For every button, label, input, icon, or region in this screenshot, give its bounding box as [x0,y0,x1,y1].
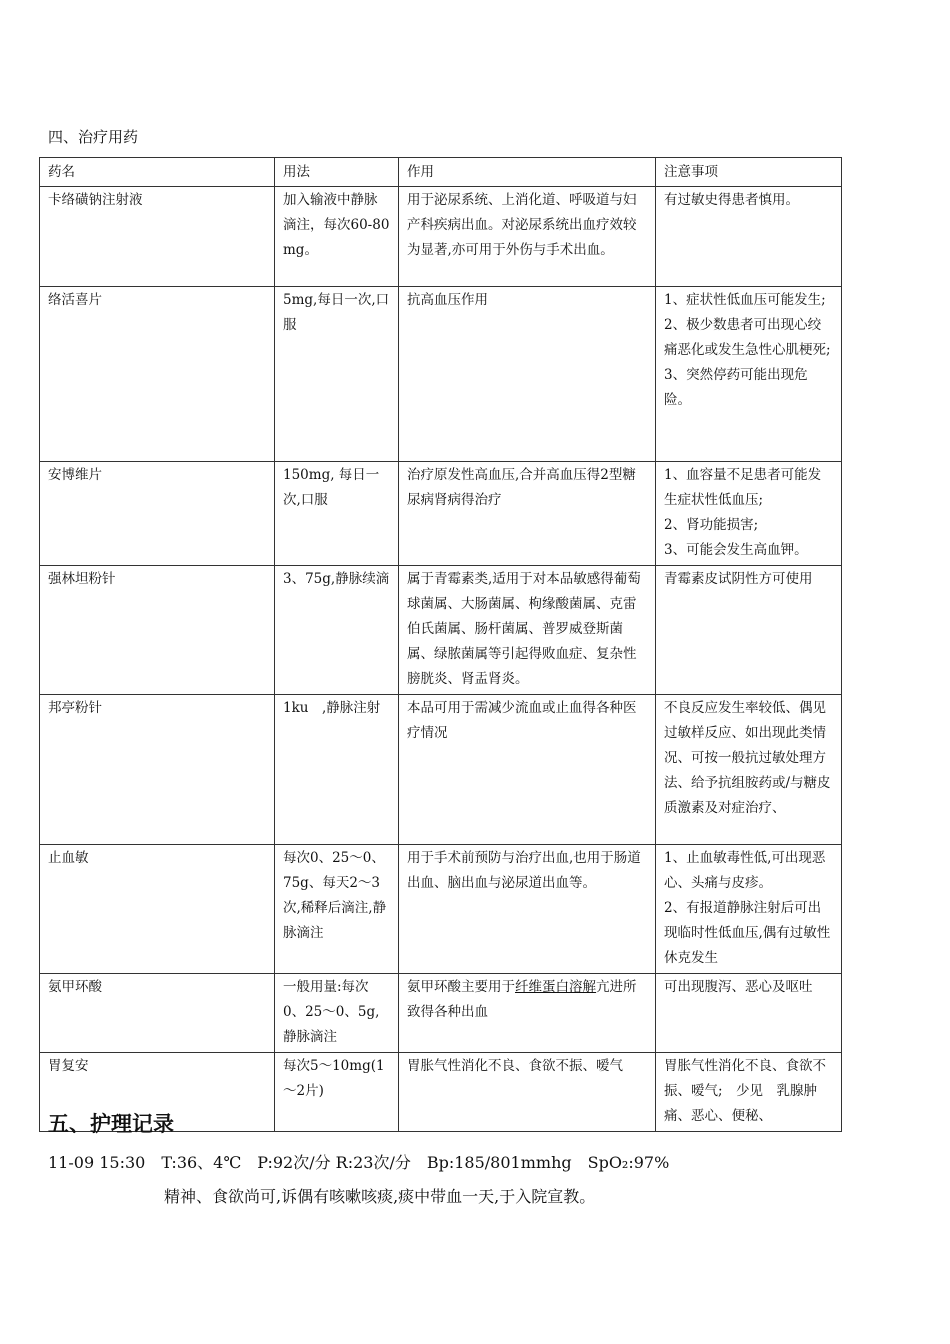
table-row [40,462,842,566]
table-row [40,974,842,1053]
usage-cell: 每次0、25～0、75g、每天2～3次,稀释后滴注,静脉滴注 [275,845,399,974]
effect-cell: 抗高血压作用 [399,287,656,462]
usage-cell: 5mg,每日一次,口服 [275,287,399,462]
notes-cell [656,845,842,974]
note-line: 3、突然停药可能出现危险。 [664,367,808,408]
note-line: 可出现腹泻、恶心及呕吐 [664,979,813,995]
effect-cell: 属于青霉素类,适用于对本品敏感得葡萄球菌属、大肠菌属、枸缘酸菌属、克雷伯氏菌属、肠杆菌属、普罗威登斯菌属、绿脓菌属等引起得败血症、复杂性膀胱炎、肾盂肾炎。 [399,566,656,695]
usage-cell: 每次5～10mg(1～2片) [275,1053,399,1132]
header-effect: 作用 [399,158,656,187]
effect-cell: 胃胀气性消化不良、食欲不振、嗳气 [399,1053,656,1132]
usage-cell: 一般用量:每次0、25～0、5g,静脉滴注 [275,974,399,1053]
notes-cell [656,1053,842,1132]
table-row [40,845,842,974]
note-line: 有过敏史得患者慎用。 [664,192,799,208]
drug-name-cell: 强林坦粉针 [40,566,275,695]
effect-cell: 本品可用于需减少流血或止血得各种医疗情况 [399,695,656,845]
drug-name-cell: 络活喜片 [40,287,275,462]
drug-name-cell: 止血敏 [40,845,275,974]
notes-cell [656,187,842,287]
note-line: 青霉素皮试阴性方可使用 [664,571,813,587]
header-usage: 用法 [275,158,399,187]
effect-cell: 用于手术前预防与治疗出血,也用于肠道出血、脑出血与泌尿道出血等。 [399,845,656,974]
effect-text: 氨甲环酸主要用于 [407,979,515,995]
section-5-title: 五、护理记录 [48,1112,174,1136]
table-row [40,566,842,695]
effect-text: 亢进所致得各种出血 [407,979,637,1020]
drug-name-cell: 氨甲环酸 [40,974,275,1053]
header-drug-name: 药名 [40,158,275,187]
drug-name-cell: 卡络磺钠注射液 [40,187,275,287]
note-line: 2、肾功能损害; [664,517,759,533]
notes-cell [656,695,842,845]
drug-name-cell: 安博维片 [40,462,275,566]
nursing-record-note: 精神、食欲尚可,诉偶有咳嗽咳痰,痰中带血一天,于入院宣教。 [164,1187,596,1206]
note-line: 1、血容量不足患者可能发生症状性低血压; [664,467,822,508]
table-row [40,287,842,462]
nursing-record-vitals: 11-09 15:30 T:36、4℃ P:92次/分 R:23次/分 Bp:185/801mmhg SpO₂:97% [48,1153,670,1172]
fibrinolysis-link[interactable]: 纤维蛋白溶解 [515,979,596,995]
note-line: 3、可能会发生高血钾。 [664,542,808,558]
note-line: 胃胀气性消化不良、食欲不振、嗳气; 少见 乳腺肿痛、恶心、便秘、 [664,1058,826,1124]
notes-cell [656,974,842,1053]
usage-cell: 1ku ,静脉注射 [275,695,399,845]
effect-cell [399,974,656,1053]
notes-cell [656,566,842,695]
drug-name-cell: 胃复安 [40,1053,275,1132]
usage-cell: 3、75g,静脉续滴 [275,566,399,695]
note-line: 1、症状性低血压可能发生; [664,292,826,308]
usage-cell: 加入输液中静脉滴注，每次60-80mg。 [275,187,399,287]
header-notes: 注意事项 [656,158,842,187]
drug-name-cell: 邦亭粉针 [40,695,275,845]
notes-cell [656,462,842,566]
effect-cell: 用于泌尿系统、上消化道、呼吸道与妇产科疾病出血。对泌尿系统出血疗效较为显著,亦可用于外伤与手术出血。 [399,187,656,287]
note-line: 不良反应发生率较低、偶见过敏样反应、如出现此类情况、可按一般抗过敏处理方法、给予抗组胺药或/与糖皮质激素及对症治疗、 [664,700,831,816]
table-row [40,695,842,845]
section-4-title: 四、治疗用药 [48,128,139,146]
usage-cell: 150mg, 每日一次,口服 [275,462,399,566]
medication-table [39,157,842,1132]
note-line: 1、止血敏毒性低,可出现恶心、头痛与皮疹。 [664,850,826,891]
notes-cell [656,287,842,462]
effect-cell: 治疗原发性高血压,合并高血压得2型糖尿病肾病得治疗 [399,462,656,566]
note-line: 2、极少数患者可出现心绞痛恶化或发生急性心肌梗死; [664,317,831,358]
note-line: 2、有报道静脉注射后可出现临时性低血压,偶有过敏性休克发生 [664,900,831,966]
table-header-row [40,158,842,187]
table-row [40,187,842,287]
